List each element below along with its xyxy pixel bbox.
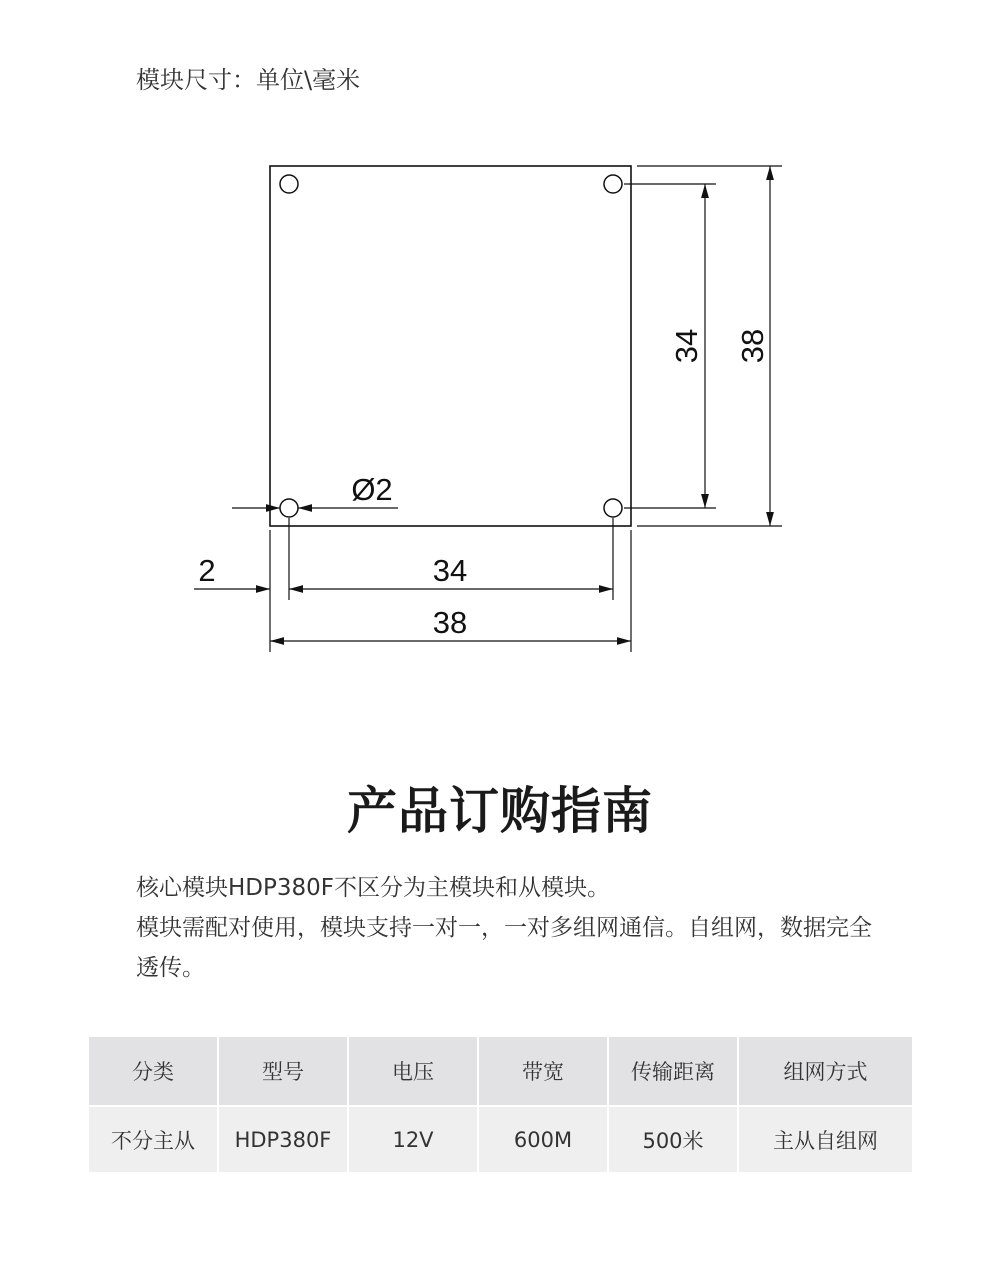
column-header-distance: 传输距离 (608, 1037, 738, 1106)
spec-table (89, 1037, 912, 1172)
column-header-bandwidth: 带宽 (478, 1037, 608, 1106)
mounting-hole-bottom-right (604, 499, 622, 517)
table-cell: 600M (478, 1106, 608, 1172)
table-cell: 不分主从 (89, 1106, 218, 1172)
mounting-hole-top-left (280, 175, 298, 193)
column-header-category: 分类 (89, 1037, 218, 1106)
column-header-voltage: 电压 (348, 1037, 478, 1106)
board-width-label: 38 (432, 605, 468, 640)
offset-label: 2 (198, 553, 216, 588)
hole-diameter-label: Ø2 (351, 472, 393, 507)
table-cell: 500米 (608, 1106, 738, 1172)
table-cell: 主从自组网 (738, 1106, 912, 1172)
ordering-guide-description (136, 868, 876, 988)
hole-spacing-horizontal-label: 34 (432, 553, 468, 588)
table-header-row (89, 1037, 912, 1106)
table-cell: HDP380F (218, 1106, 348, 1172)
hole-spacing-vertical-label: 34 (669, 328, 704, 364)
mounting-hole-bottom-left (280, 499, 298, 517)
column-header-networking: 组网方式 (738, 1037, 912, 1106)
ordering-guide-title: 产品订购指南 (347, 782, 653, 840)
table-row (89, 1106, 912, 1172)
board-height-label: 38 (735, 328, 770, 364)
mounting-hole-top-right (604, 175, 622, 193)
column-header-model: 型号 (218, 1037, 348, 1106)
board-outline (270, 166, 631, 526)
table-cell: 12V (348, 1106, 478, 1172)
description-paragraph: 模块需配对使用，模块支持一对一，一对多组网通信。自组网，数据完全透传。 (136, 915, 872, 981)
description-paragraph: 核心模块HDP380F不区分为主模块和从模块。 (136, 875, 611, 901)
dimension-title: 模块尺寸：单位\毫米 (136, 66, 361, 94)
